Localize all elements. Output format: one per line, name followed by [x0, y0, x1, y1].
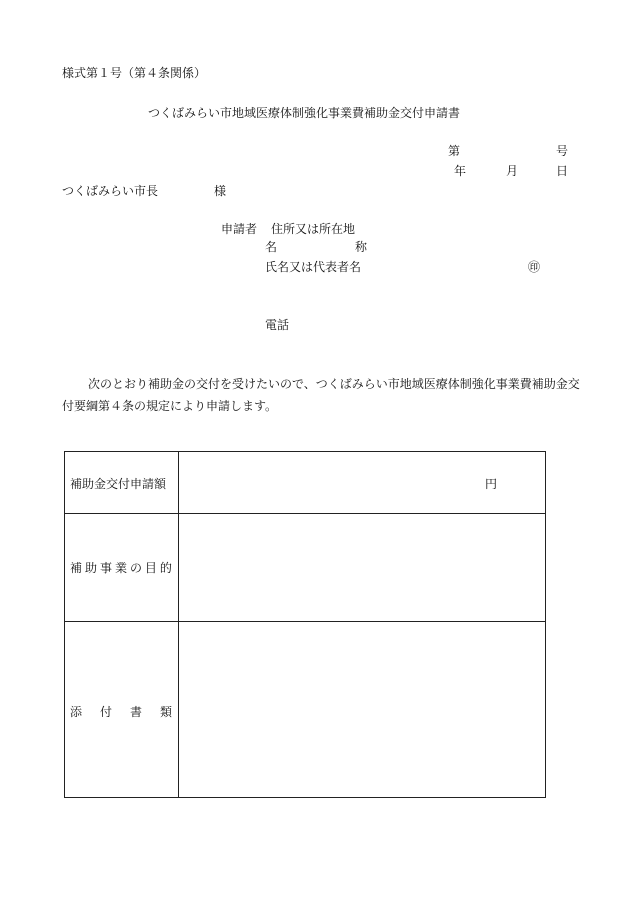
name-label-second: 称 [355, 240, 368, 254]
purpose-row [65, 514, 546, 622]
purpose-label: 補 助 事 業 の 目 的 [70, 561, 172, 575]
phone-label: 電話 [265, 318, 290, 332]
addressee-name: つくばみらい市長 [62, 184, 159, 198]
amount-row [65, 452, 546, 514]
application-table [64, 451, 546, 798]
doc-number-prefix: 第 [448, 144, 461, 158]
attachments-label-cell [65, 622, 179, 798]
applicant-label: 申請者 [221, 222, 258, 236]
doc-number-suffix: 号 [556, 144, 569, 158]
body-text: 次のとおり補助金の交付を受けたいので、つくばみらい市地域医療体制強化事業費補助金交付要綱第４条の規定により申請します。 [62, 377, 580, 413]
date-day: 日 [556, 164, 569, 178]
attachments-value-cell [179, 622, 546, 798]
name-label-first: 名 [265, 240, 278, 254]
amount-value-cell [179, 452, 546, 514]
body-paragraph [62, 373, 582, 417]
attachments-row [65, 622, 546, 798]
addressee-honorific: 様 [214, 184, 227, 198]
address-label: 住所又は所在地 [271, 222, 356, 236]
form-number: 様式第１号（第４条関係） [62, 66, 207, 80]
attachments-label: 添 付 書 類 [70, 705, 172, 719]
seal-mark: ㊞ [528, 260, 541, 274]
purpose-value-cell [179, 514, 546, 622]
amount-label-cell [65, 452, 179, 514]
representative-label: 氏名又は代表者名 [265, 260, 362, 274]
date-year: 年 [454, 164, 467, 178]
date-month: 月 [506, 164, 519, 178]
purpose-label-cell [65, 514, 179, 622]
amount-unit: 円 [485, 477, 498, 491]
document-title: つくばみらい市地域医療体制強化事業費補助金交付申請書 [148, 106, 461, 120]
amount-label: 補助金交付申請額 [70, 477, 167, 491]
